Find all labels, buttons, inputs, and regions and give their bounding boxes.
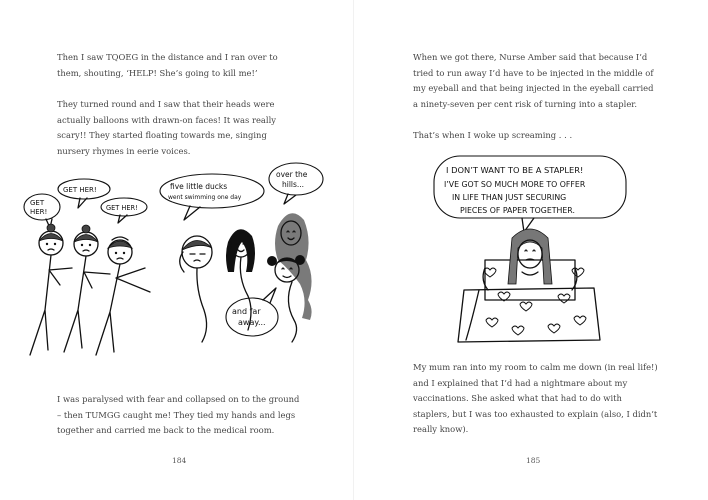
chaser-girl-1 xyxy=(30,224,72,355)
right-page xyxy=(354,0,708,500)
get-her-bubble-1 xyxy=(24,194,60,220)
balloon-girl-3 xyxy=(275,213,312,320)
right-paragraph-1: When we got there, Nurse Amber said that because I’d tried to run away I’d have to be injected in the middle of my eyeball and that being injected in the eyeball carried a ninety-seven per cent risk of turning into a stapler. xyxy=(413,52,654,109)
bed-blanket xyxy=(458,288,600,342)
get-her-2: GET HER! xyxy=(63,186,97,194)
right-paragraph-2: That’s when I woke up screaming . . . xyxy=(413,130,573,140)
speech-line-3: IN LIFE THAN JUST SECURING xyxy=(452,193,567,202)
speech-line-2: I’VE GOT SO MUCH MORE TO OFFER xyxy=(444,180,586,189)
song-line-4: hills... xyxy=(282,180,305,189)
left-paragraph-2: They turned round and I saw that their heads were actually balloons with drawn-on faces! It was really scary!! They started floating towards me, singing nursery rhymes in eerie voices. xyxy=(57,99,277,156)
blanket-hearts xyxy=(484,268,586,335)
song-bubble-2 xyxy=(269,163,323,195)
song-line-6: away... xyxy=(238,318,266,327)
left-paragraph-3: I was paralysed with fear and collapsed on to the ground – then TUMGG caught me! They tied my hands and legs together and carried me back to the medical room. xyxy=(57,394,300,436)
song-line-5: and far xyxy=(232,307,261,316)
song-line-1: five little ducks xyxy=(170,182,228,191)
get-her-1a: GET xyxy=(30,199,45,207)
chaser-girl-3 xyxy=(96,237,150,355)
right-paragraph-3: My mum ran into my room to calm me down (in real life!) and I explained that I’d had a nightmare about my vaccinations. She asked what that had to do with staplers, but I was too exhausted to explain (also, I didn’t really know). xyxy=(413,362,658,435)
get-her-3: GET HER! xyxy=(106,204,138,212)
balloon-girl-1 xyxy=(180,236,212,342)
song-bubble-3 xyxy=(226,298,278,336)
song-bubble-1 xyxy=(160,174,264,208)
get-her-1b: HER! xyxy=(30,208,48,216)
balloon-girls-illustration xyxy=(0,160,354,375)
stapler-dream-illustration xyxy=(354,150,708,355)
speech-line-1: I DON’T WANT TO BE A STAPLER! xyxy=(446,165,584,175)
left-paragraph-1: Then I saw TQOEG in the distance and I ran over to them, shouting, ‘HELP! She’s going to kill me!’ xyxy=(57,52,278,78)
left-page-number: 184 xyxy=(172,456,187,465)
song-line-3: over the xyxy=(276,170,308,179)
song-line-2: went swimming one day xyxy=(168,194,242,201)
speech-line-4: PIECES OF PAPER TOGETHER. xyxy=(460,206,575,215)
right-page-number: 185 xyxy=(526,456,541,465)
